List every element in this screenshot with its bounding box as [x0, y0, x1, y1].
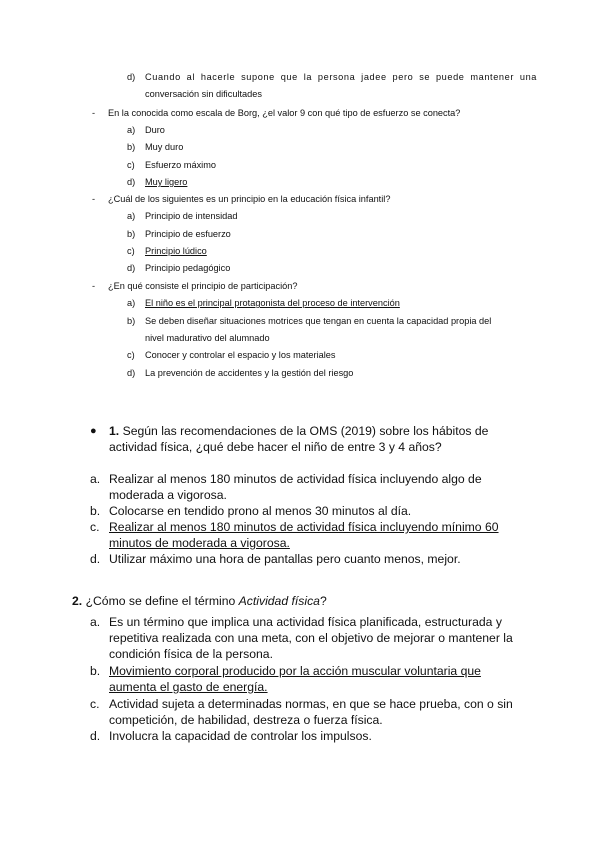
option-letter: b. — [90, 504, 101, 518]
question-number: 2. — [72, 594, 83, 608]
question-participation: ¿En qué consiste el principio de participación? — [108, 281, 298, 291]
option-text: Utilizar máximo una hora de pantallas pero cuanto menos, mejor. — [109, 552, 461, 566]
option-text: nivel madurativo del alumnado — [145, 333, 270, 343]
option-text-continuation — [145, 330, 270, 348]
option-text-continuation: moderada a vigorosa. — [109, 488, 227, 502]
option-letter: b) — [127, 142, 136, 152]
question-principle: ¿Cuál de los siguientes es un principio en la educación física infantil? — [108, 194, 391, 204]
option-letter: d. — [90, 729, 101, 743]
question-dash: - — [92, 108, 96, 118]
question-borg-scale: En la conocida como escala de Borg, ¿el valor 9 con qué tipo de esfuerzo se conecta? — [108, 108, 461, 118]
option-letter: a. — [90, 615, 101, 629]
option-text-continuation: condición física de la persona. — [109, 647, 273, 661]
option-text-continuation-underlined: minutos de moderada a vigorosa. — [109, 536, 290, 550]
option-letter: c. — [90, 520, 100, 534]
option-text: Esfuerzo máximo — [145, 160, 216, 170]
question-text: ¿Cómo se define el término — [85, 594, 239, 608]
question-number: 1. — [109, 424, 120, 438]
option-letter: d. — [90, 552, 101, 566]
option-text: Duro — [145, 125, 165, 135]
question-text: Según las recomendaciones de la OMS (2019) sobre los hábitos de — [122, 424, 489, 438]
option-letter: d) — [127, 263, 136, 273]
option-text-underlined: Movimiento corporal producido por la acción muscular voluntaria que — [109, 664, 481, 678]
option-letter: b) — [127, 316, 136, 326]
option-letter: a) — [127, 125, 136, 135]
option-text-continuation: competición, de habilidad, destreza o fuerza física. — [109, 713, 383, 727]
option-text: Involucra la capacidad de controlar los impulsos. — [109, 729, 372, 743]
option-text-continuation — [145, 86, 262, 104]
option-letter: a) — [127, 211, 136, 221]
question-1 — [109, 423, 488, 439]
option-text-underlined: El niño es el principal protagonista del proceso de intervención — [145, 298, 400, 308]
option-letter: b. — [90, 664, 101, 678]
option-letter: d) — [127, 72, 136, 82]
question-dash: - — [92, 194, 96, 204]
question-2 — [72, 593, 327, 609]
option-letter: c) — [127, 350, 135, 360]
option-text: Actividad sujeta a determinadas normas, en que se hace prueba, con o sin — [109, 697, 513, 711]
option-text-continuation: repetitiva realizada con una meta, con el objetivo de mejorar o mantener la — [109, 631, 513, 645]
question-dash: - — [92, 281, 96, 291]
option-text: Realizar al menos 180 minutos de actividad física incluyendo algo de — [109, 472, 482, 486]
option-text: Conocer y controlar el espacio y los materiales — [145, 350, 336, 360]
option-text: Cuando al hacerle supone que la persona jadee pero se puede mantener una — [145, 72, 537, 82]
option-text-underlined: Realizar al menos 180 minutos de actividad física incluyendo mínimo 60 — [109, 520, 499, 534]
option-letter: a) — [127, 298, 136, 308]
option-text: Principio pedagógico — [145, 263, 231, 273]
question-text: ? — [319, 594, 327, 608]
question-term: Actividad física — [238, 594, 320, 608]
option-letter: c. — [90, 697, 100, 711]
option-letter: d) — [127, 177, 136, 187]
option-letter: a. — [90, 472, 101, 486]
option-text: Principio de esfuerzo — [145, 229, 231, 239]
option-letter: c) — [127, 246, 135, 256]
option-text: Principio de intensidad — [145, 211, 238, 221]
option-letter: c) — [127, 160, 135, 170]
option-text: La prevención de accidentes y la gestión del riesgo — [145, 368, 354, 378]
option-text: Se deben diseñar situaciones motrices que tengan en cuenta la capacidad propia del — [145, 316, 492, 326]
option-text: conversación sin dificultades — [145, 89, 262, 99]
option-text-underlined: Muy ligero — [145, 177, 188, 187]
option-letter: d) — [127, 368, 136, 378]
question-1-continuation: actividad física, ¿qué debe hacer el niño de entre 3 y 4 años? — [109, 440, 442, 454]
option-letter: b) — [127, 229, 136, 239]
option-text: Muy duro — [145, 142, 184, 152]
option-text-underlined: Principio lúdico — [145, 246, 207, 256]
bullet-icon: ● — [90, 425, 97, 437]
option-text-continuation-underlined: aumenta el gasto de energía. — [109, 680, 268, 694]
option-text: Es un término que implica una actividad física planificada, estructurada y — [109, 615, 502, 629]
option-text: Colocarse en tendido prono al menos 30 minutos al día. — [109, 504, 412, 518]
